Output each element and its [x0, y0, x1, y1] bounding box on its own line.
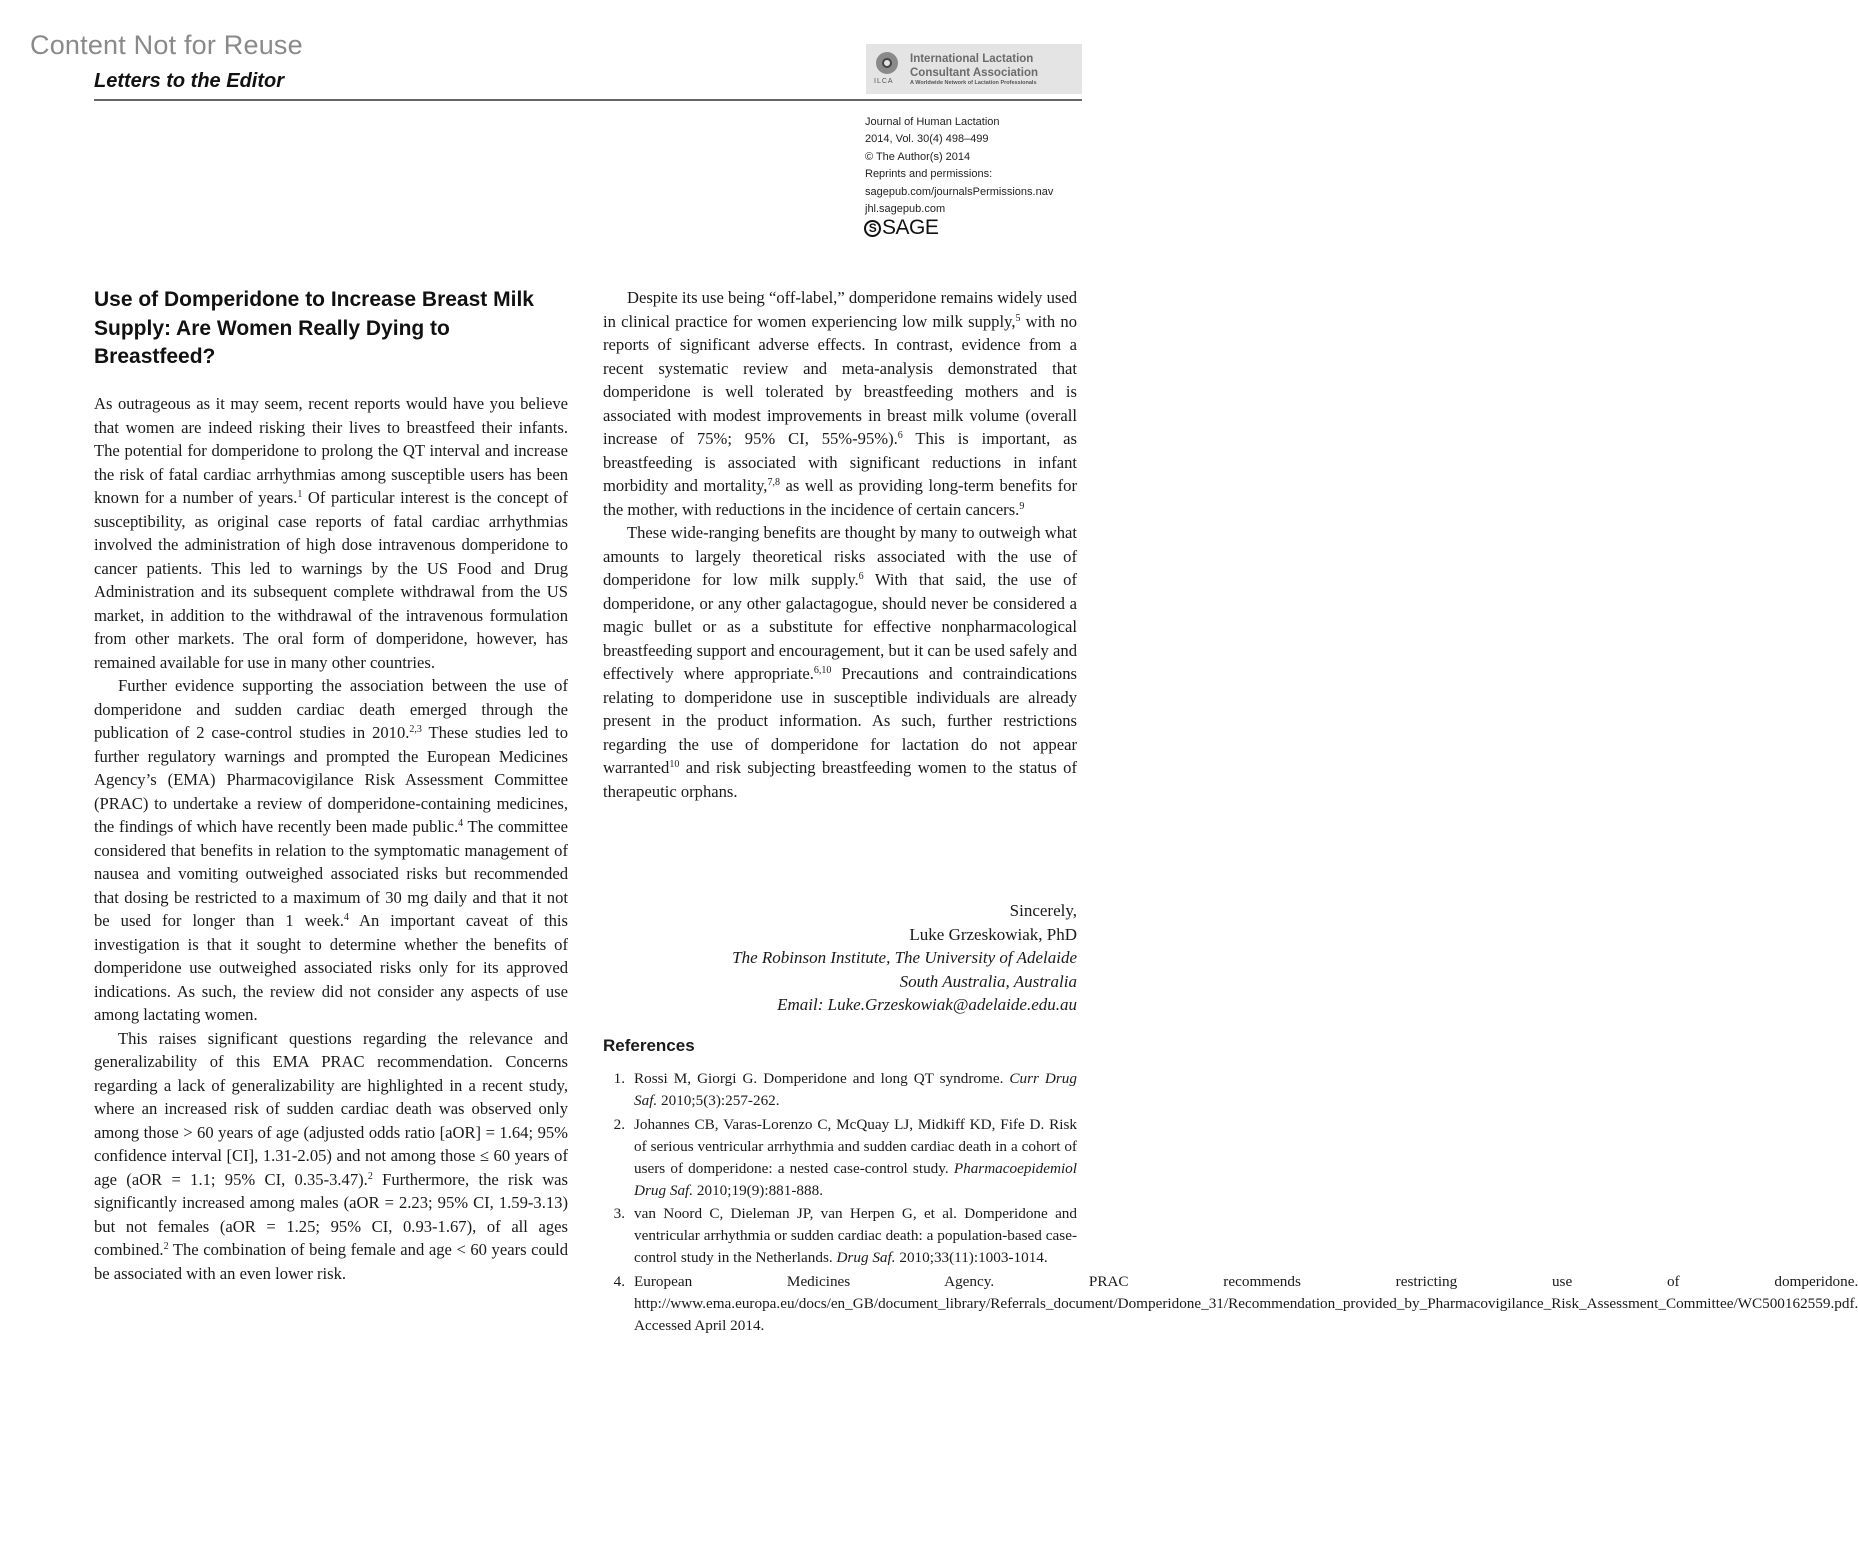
signature-closing: Sincerely,	[1009, 901, 1077, 920]
reference-number: 4.	[613, 1273, 625, 1291]
author-name: Luke Grzeskowiak, PhD	[909, 924, 1077, 944]
reference-item	[603, 1203, 1077, 1269]
journal-abbrev: Curr Drug Saf.	[634, 1070, 1077, 1109]
reference-text: European Medicines Agency. PRAC recommends restricting use of domperidone. http://www.ema.europa.eu/docs/en_GB/document_library/Referrals_document/Domperidone_31/Recommendation_provided_by_Pharmacovigilance_Risk_Assessment_Committee/WC500162559.pdf. Accessed April 2014.	[634, 1273, 1858, 1334]
journal-volume: 2014, Vol. 30(4) 498–499	[865, 133, 989, 146]
journal-reprints: Reprints and permissions:	[865, 168, 993, 181]
references-heading: References	[603, 1036, 695, 1055]
ilca-name-line1: International Lactation	[910, 53, 1034, 65]
watermark: Content Not for Reuse	[30, 30, 303, 60]
citation-superscript: 2,3	[409, 724, 422, 735]
citation-superscript: 9	[1019, 500, 1025, 512]
body-column-left	[94, 392, 568, 1285]
paragraph-3: This raises significant questions regarding the relevance and generalizability of this EMA PRAC recommendation. Concerns regarding a lack of generalizability are highlighted in a recent study, where an increased risk of sudden cardiac death was observed only among those > 60 years of age (adjusted odds ratio [aOR] = 1.64; 95% confidence interval [CI], 1.31-2.05) and not among those ≤ 60 years of age (aOR = 1.1; 95% CI, 0.35-3.47).$^2$ Furthermore, the risk was significantly increased among males (aOR = 2.23; 95% CI, 1.59-3.13) but not females (aOR = 1.25; 95% CI, 0.93-1.67), of all ages combined.$^2$ The combination of being female and age < 60 years could be associated with an even lower risk.	[94, 1028, 568, 1283]
reference-item	[603, 1114, 1077, 1202]
ilca-tagline: A Worldwide Network of Lactation Professionals	[910, 80, 1037, 86]
reference-number: 2.	[613, 1115, 625, 1133]
citation-superscript: 6	[858, 571, 864, 582]
body-column-right	[603, 286, 1077, 803]
sage-wordmark: SAGE	[882, 216, 939, 239]
section-label: Letters to the Editor	[94, 70, 285, 92]
citation-superscript: 5	[1015, 312, 1021, 324]
citation-superscript: 2	[367, 1170, 373, 1182]
header-rule	[94, 99, 1082, 101]
citation-superscript: 4	[343, 912, 349, 923]
reference-number: 1.	[613, 1070, 625, 1087]
paragraph-1: As outrageous as it may seem, recent reports would have you believe that women are indeed risking their lives to breastfeed their infants. The potential for domperidone to prolong the QT interval and increase the risk of fatal cardiac arrhythmias among susceptible users has been known for a number of years.$^1$ Of particular interest is the concept of susceptibility, as original case reports of fatal cardiac arrhythmias involved the administration of high dose intravenous domperidone to cancer patients. This led to warnings by the US Food and Drug Administration and its subsequent complete withdrawal from the US market, in addition to the withdrawal of the intravenous formulation from other markets. The oral form of domperidone, however, has remained available for use in many other countries.	[94, 394, 568, 672]
paragraph-4: Despite its use being “off-label,” domperidone remains widely used in clinical practice for women experiencing low milk supply,$^5$ with no reports of significant adverse effects. In contrast, evidence from a recent systematic review and meta-analysis demonstrated that domperidone is well tolerated by breastfeeding mothers and is associated with modest improvements in breast milk volume (overall increase of 75%; 95% CI, 55%-95%).$^6$ This is important, as breastfeeding is associated with significant reductions in infant morbidity and mortality,$^{7,8}$ as well as providing long-term benefits for the mother, with reductions in the incidence of certain cancers.$^9$	[603, 288, 1077, 519]
ilca-emblem-icon	[866, 44, 910, 94]
citation-superscript: 7,8	[767, 477, 780, 488]
journal-abbrev: Drug Saf.	[836, 1249, 896, 1267]
reference-text: Rossi M, Giorgi G. Domperidone and long QT syndrome. Curr Drug Saf. 2010;5(3):257-262.	[634, 1070, 1077, 1109]
ilca-abbr: ILCA	[874, 78, 894, 85]
ilca-logo	[866, 44, 1082, 94]
citation-superscript: 6	[897, 430, 903, 441]
journal-abbrev: Pharmacoepidemiol Drug Saf.	[634, 1159, 1077, 1199]
citation-superscript: 1	[297, 489, 303, 500]
paragraph-2: Further evidence supporting the association between the use of domperidone and sudden cardiac death emerged through the publication of 2 case-control studies in 2010.$^{2,3}$ These studies led to further regulatory warnings and prompted the European Medicines Agency’s (EMA) Pharmacovigilance Risk Assessment Committee (PRAC) to undertake a review of domperidone-containing medicines, the findings of which have recently been made public.$^4$ The committee considered that benefits in relation to the symptomatic management of nausea and vomiting outweighed associated risks but recommended that dosing be restricted to a maximum of 30 mg daily and that it not be used for longer than 1 week.$^4$ An important caveat of this investigation is that it sought to determine whether the benefits of domperidone use outweighed associated risks only for its approved indications. As such, the review did not consider any aspects of use among lactating women.	[94, 676, 568, 1024]
article-title: Use of Domperidone to Increase Breast Milk Supply: Are Women Really Dying to Breastfeed?	[94, 288, 534, 368]
paragraph-5: These wide-ranging benefits are thought by many to outweigh what amounts to largely theoretical risks associated with the use of domperidone for low milk supply.$^6$ With that said, the use of domperidone, or any other galactagogue, should never be considered a magic bullet or as a substitute for effective nonpharmacological breastfeeding support and encouragement, but it can be used safely and effectively where appropriate.$^{6,10}$ Precautions and contraindications relating to domperidone use in susceptible individuals are already present in the product information. As such, further restrictions regarding the use of domperidone for lactation do not appear warranted$^{10}$ and risk subjecting breastfeeding women to the status of therapeutic orphans.	[603, 523, 1077, 801]
author-email[interactable]: Email: Luke.Grzeskowiak@adelaide.edu.au	[777, 995, 1077, 1014]
reference-text: van Noord C, Dieleman JP, van Herpen G, et al. Domperidone and ventricular arrhythmia or sudden cardiac death: a population-based case-control study in the Netherlands. Drug Saf. 2010;33(11):1003-1014.	[634, 1205, 1077, 1267]
reference-text: Johannes CB, Varas-Lorenzo C, McQuay LJ, Midkiff KD, Fife D. Risk of serious ventricular arrhythmia and sudden cardiac death in a cohort of users of domperidone: a nested case-control study. Pharmacoepidemiol Drug Saf. 2010;19(9):881-888.	[634, 1115, 1077, 1199]
journal-name: Journal of Human Lactation	[865, 116, 1000, 128]
reference-item	[603, 1271, 1858, 1337]
journal-permissions-link[interactable]: sagepub.com/journalsPermissions.nav	[865, 185, 1054, 198]
signature-block	[603, 899, 1077, 1017]
journal-copyright: © The Author(s) 2014	[865, 150, 971, 163]
citation-superscript: 4	[458, 818, 464, 829]
reference-number: 3.	[613, 1205, 625, 1223]
sage-logo	[864, 216, 938, 240]
citation-superscript: 6,10	[813, 665, 832, 676]
citation-superscript: 2	[163, 1241, 169, 1252]
journal-info	[865, 114, 1053, 218]
sage-s-icon: S	[864, 220, 881, 237]
citation-superscript: 10	[669, 759, 680, 770]
ilca-name-line2: Consultant Association	[910, 67, 1038, 79]
author-location: South Australia, Australia	[899, 971, 1077, 991]
author-affiliation: The Robinson Institute, The University of Adelaide	[732, 948, 1077, 967]
reference-item	[603, 1068, 1077, 1112]
references-list	[603, 1068, 1858, 1339]
journal-site-link[interactable]: jhl.sagepub.com	[865, 203, 946, 216]
